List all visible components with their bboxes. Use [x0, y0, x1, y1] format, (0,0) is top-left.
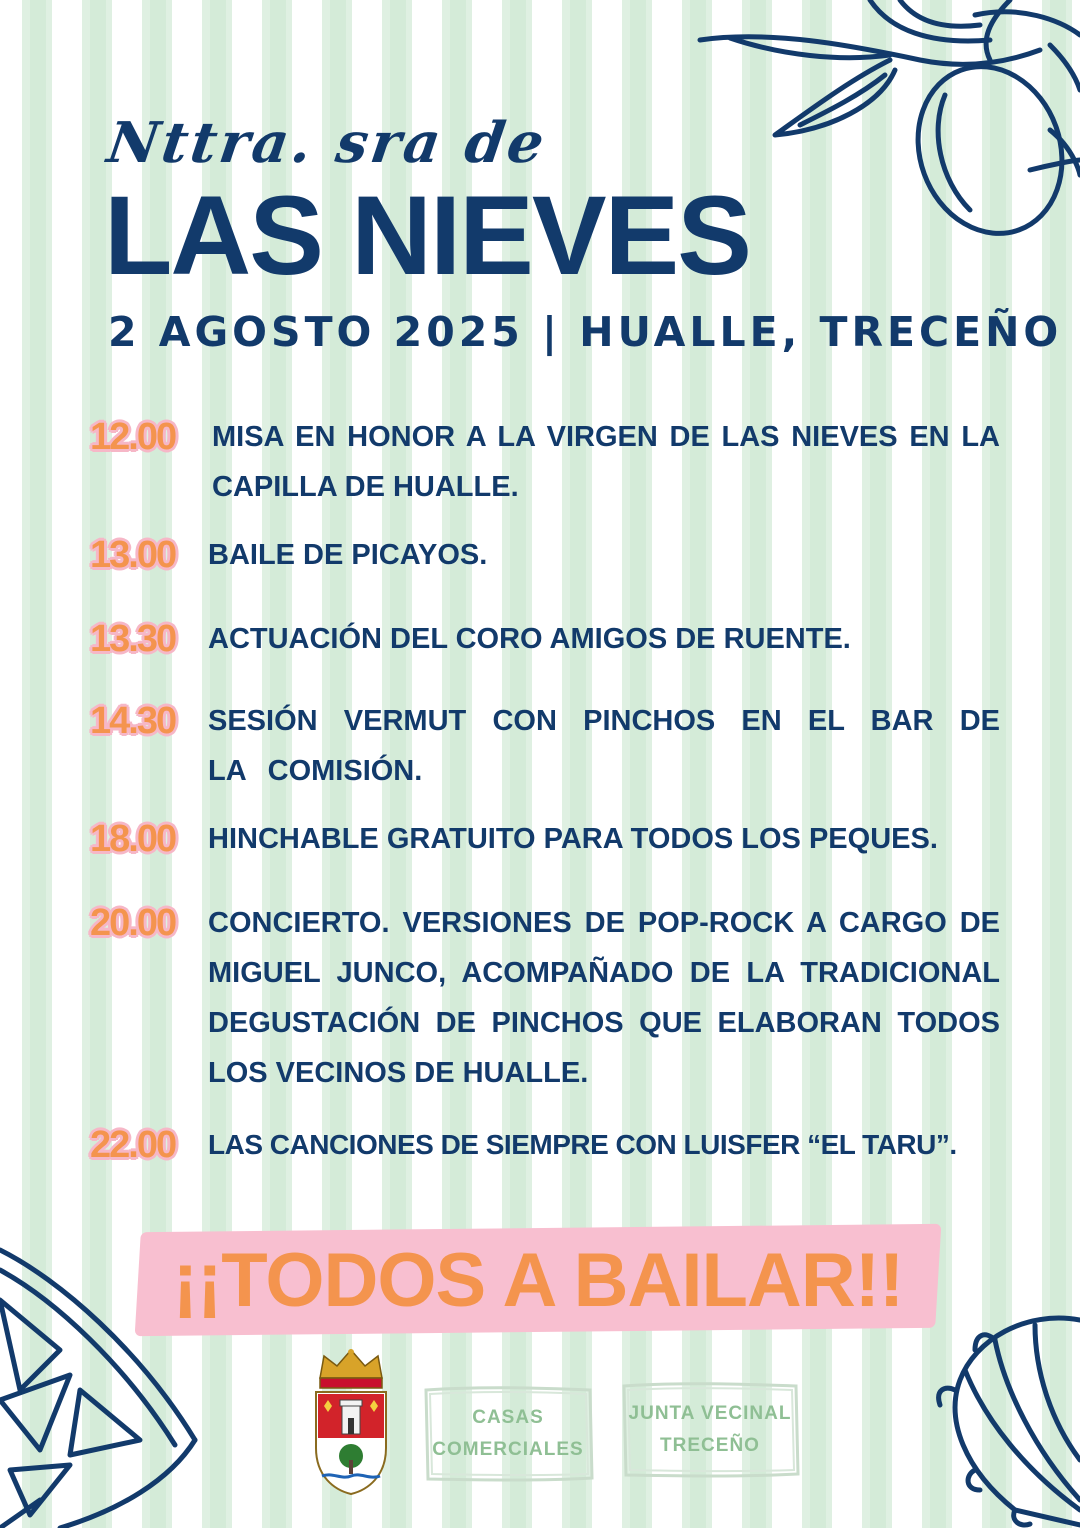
event-time: 12.00	[90, 416, 176, 458]
schedule-item	[90, 814, 1000, 898]
event-description: ACTUACIÓN DEL CORO AMIGOS DE RUENTE.	[208, 623, 851, 655]
schedule-item	[90, 898, 1000, 1120]
schedule-item	[90, 696, 1000, 814]
event-description: MISA EN HONOR A LA VIRGEN DE LAS NIEVES EN LA CAPILLA DE HUALLE.	[212, 421, 1000, 503]
event-time: 22.00	[90, 1124, 176, 1166]
banner-text: ¡¡TODOS A BAILAR!!	[172, 1237, 904, 1323]
sponsor-line: TRECEÑO	[660, 1435, 760, 1456]
event-description: HINCHABLE GRATUITO PARA TODOS LOS PEQUES.	[208, 823, 938, 855]
event-time: 14.30	[90, 700, 176, 742]
sponsor-junta-vecinal	[620, 1380, 800, 1480]
sponsor-line: JUNTA VECINAL	[628, 1403, 792, 1424]
event-description: CONCIERTO. VERSIONES DE POP-ROCK A CARGO DE MIGUEL JUNCO, ACOMPAÑADO DE LA TRADICIONAL DEGUSTACIÓN DE PINCHOS QUE ELABORAN TODOS LOS VECINOS DE HUALLE.	[208, 907, 1000, 1089]
schedule-item	[90, 1120, 1000, 1180]
event-time: 20.00	[90, 902, 176, 944]
sponsor-line: CASAS	[472, 1407, 544, 1428]
seashell-icon	[935, 1310, 1080, 1528]
schedule-item	[90, 614, 1000, 696]
date-location-line: 2 AGOSTO 2025 | HUALLE, TRECEÑO	[108, 308, 1063, 356]
sponsor-casas-comerciales	[422, 1384, 594, 1484]
event-description: SESIÓN VERMUT CON PINCHOS EN EL BAR DE LA COMISIÓN.	[208, 705, 1000, 787]
schedule	[90, 412, 1000, 1180]
event-description: LAS CANCIONES DE SIEMPRE CON LUISFER “EL TARU”.	[208, 1129, 957, 1160]
schedule-item	[90, 530, 1000, 614]
municipal-crest-icon	[310, 1348, 392, 1496]
page-title: LAS NIEVES	[104, 173, 750, 298]
event-time: 13.30	[90, 618, 176, 660]
event-time: 18.00	[90, 818, 176, 860]
call-to-action-banner	[138, 1228, 938, 1332]
event-description: BAILE DE PICAYOS.	[208, 539, 488, 571]
sponsor-line: COMERCIALES	[432, 1439, 584, 1460]
subtitle: Nttra. sra de	[103, 110, 551, 176]
event-time: 13.00	[90, 534, 176, 576]
schedule-item	[90, 412, 1000, 530]
